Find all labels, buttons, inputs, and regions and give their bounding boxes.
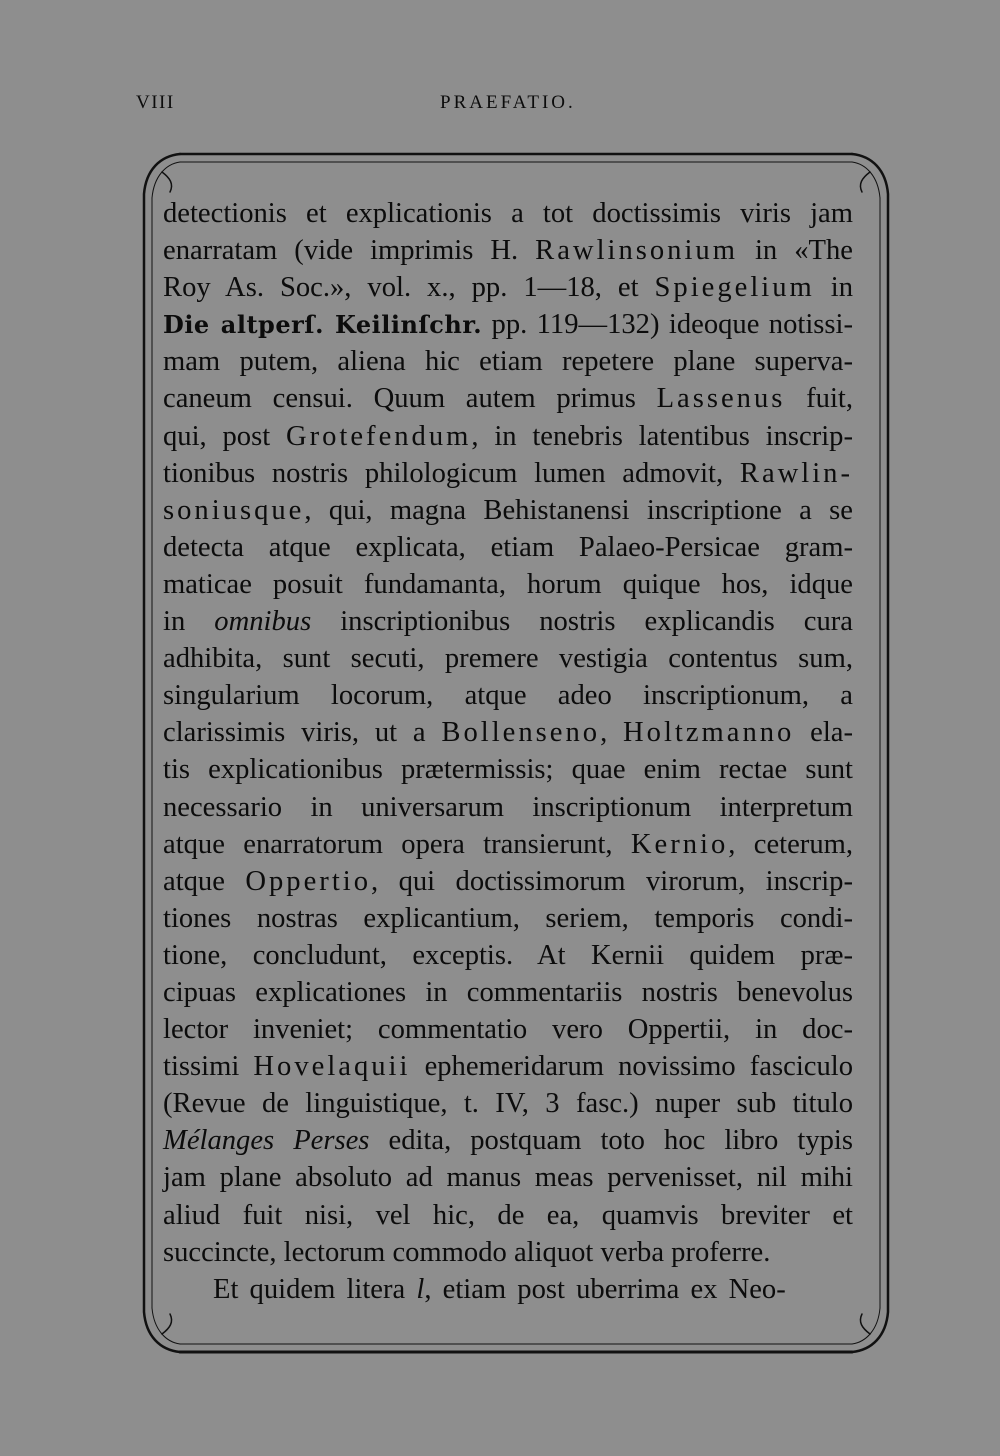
italic-text: l xyxy=(416,1273,425,1305)
spaced-name: Bollenseno xyxy=(441,717,601,749)
text-line xyxy=(163,1234,853,1271)
text-segment: caneum censui. Quum autem primus xyxy=(163,383,657,415)
text-segment: , qui, magna Behistanensi inscriptione a se xyxy=(304,494,853,526)
spaced-name: Oppertio xyxy=(245,865,372,897)
text-segment: tis explicationibus prætermissis; quae enim rectae sunt xyxy=(163,754,853,786)
text-segment: , etiam post uberrima ex Neo- xyxy=(424,1273,786,1305)
text-segment: edita, postquam toto hoc libro typis xyxy=(369,1125,854,1157)
text-segment: tiones nostras explicantium, seriem, temporis condi- xyxy=(163,902,853,934)
text-line xyxy=(163,974,853,1011)
text-segment: in xyxy=(814,272,853,304)
text-line xyxy=(163,826,853,863)
text-line xyxy=(163,306,853,343)
page-number: VIII xyxy=(136,92,175,113)
running-title: PRAEFATIO. xyxy=(440,92,576,113)
text-segment: tissimi xyxy=(163,1051,254,1083)
text-segment: clarissimis viris, ut a xyxy=(163,717,442,749)
text-line xyxy=(163,1011,853,1048)
fraktur-text: Die altperſ. Keilinſchr. xyxy=(163,310,483,340)
body-text xyxy=(163,195,853,1308)
text-segment: ephemeridarum novissimo fasciculo xyxy=(410,1051,853,1083)
text-segment: , in tenebris latentibus inscrip- xyxy=(471,420,853,452)
text-line xyxy=(163,566,853,603)
running-head xyxy=(0,92,1000,122)
text-line xyxy=(163,640,853,677)
text-segment: atque enarratorum opera transierunt, xyxy=(163,828,631,860)
text-line xyxy=(163,603,853,640)
text-line xyxy=(163,751,853,788)
text-segment: succincte, lectorum commodo aliquot verba proferre. xyxy=(163,1236,771,1268)
spaced-name: Rawlinsonium xyxy=(535,235,738,267)
text-line xyxy=(163,232,853,269)
text-segment: necessario in universarum inscriptionum interpretum xyxy=(163,791,853,823)
text-segment: ela- xyxy=(794,717,853,749)
text-segment: , qui doctissimorum virorum, inscrip- xyxy=(371,865,853,897)
text-segment: , ceterum, xyxy=(728,828,854,860)
text-line xyxy=(163,1197,853,1234)
text-line xyxy=(163,1048,853,1085)
text-segment: adhibita, sunt secuti, premere vestigia contentus sum, xyxy=(163,643,853,675)
text-line xyxy=(163,195,853,232)
text-segment: maticae posuit fundamanta, horum quique hos, idque xyxy=(163,568,853,600)
text-segment: singularium locorum, atque adeo inscriptionum, a xyxy=(163,680,853,712)
text-segment: detecta atque explicata, etiam Palaeo-Persicae gram- xyxy=(163,531,853,563)
text-segment: aliud fuit nisi, vel hic, de ea, quamvis breviter et xyxy=(163,1199,853,1231)
text-line xyxy=(163,900,853,937)
text-line xyxy=(163,1122,853,1159)
text-segment: qui, post xyxy=(163,420,286,452)
text-segment: cipuas explicationes in commentariis nostris benevolus xyxy=(163,976,853,1008)
text-line xyxy=(163,789,853,826)
spaced-name: Grotefendum xyxy=(285,420,472,452)
text-line xyxy=(163,269,853,306)
text-segment: Roy As. Soc.», vol. x., pp. 1—18, et xyxy=(163,272,655,304)
text-line xyxy=(163,455,853,492)
text-segment: (Revue de linguistique, t. IV, 3 fasc.) nuper sub titulo xyxy=(163,1088,853,1120)
text-segment: detectionis et explicationis a tot doctissimis viris jam xyxy=(163,198,853,229)
text-line xyxy=(163,343,853,380)
text-segment: enarratam (vide imprimis H. xyxy=(163,235,536,267)
text-line xyxy=(163,1271,853,1308)
text-line xyxy=(163,1085,853,1122)
text-segment: , xyxy=(600,717,623,749)
text-line xyxy=(163,714,853,751)
text-line xyxy=(163,677,853,714)
text-segment: tionibus nostris philologicum lumen admovit, xyxy=(163,457,740,489)
text-segment: Et quidem litera xyxy=(213,1273,417,1305)
text-segment: tione, concludunt, exceptis. At Kernii quidem præ- xyxy=(163,939,853,971)
text-line xyxy=(163,937,853,974)
spaced-name: Kernio xyxy=(630,828,729,860)
spaced-name: Lassenus xyxy=(656,383,786,415)
italic-text: omnibus xyxy=(214,606,312,638)
text-segment: fuit, xyxy=(785,383,853,415)
spaced-name: Hovelaquii xyxy=(253,1051,411,1083)
text-line xyxy=(163,418,853,455)
text-line xyxy=(163,863,853,900)
text-segment: atque xyxy=(163,865,246,897)
text-segment: mam putem, aliena hic etiam repetere plane superva- xyxy=(163,346,853,378)
spaced-name: soniusque xyxy=(163,494,305,526)
text-segment: inscriptionibus nostris explicandis cura xyxy=(311,606,853,638)
spaced-name: Holtzmanno xyxy=(623,717,795,749)
text-segment: jam plane absoluto ad manus meas pervenisset, nil mihi xyxy=(163,1162,853,1194)
text-line xyxy=(163,492,853,529)
text-line xyxy=(163,1159,853,1196)
spaced-name: Spiegelium xyxy=(654,272,815,304)
text-line xyxy=(163,529,853,566)
text-segment: in xyxy=(163,606,215,638)
text-segment: in «The xyxy=(737,235,853,267)
text-segment: lector inveniet; commentatio vero Oppertii, in doc- xyxy=(163,1014,853,1046)
text-segment: pp. 119—132) ideoque notissi- xyxy=(482,309,854,341)
italic-text: Mélanges Perses xyxy=(163,1125,370,1157)
text-line xyxy=(163,380,853,417)
spaced-name: Rawlin- xyxy=(739,457,853,489)
